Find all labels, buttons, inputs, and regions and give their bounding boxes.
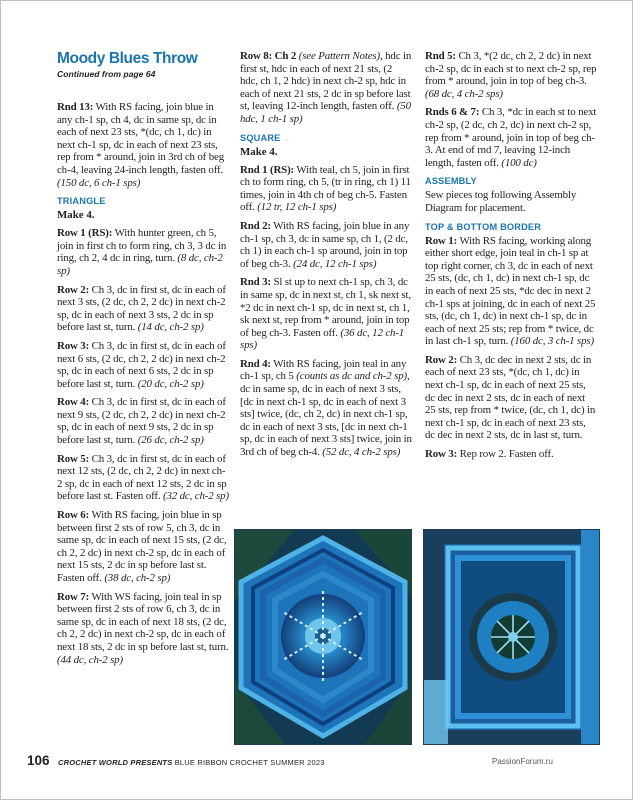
triangle-row-8: Row 8: Ch 2 (see Pattern Notes), hdc in first st, hdc in each of next 21 sts, (2 hdc, ch 1, 2 hdc) in next ch-2 sp, hdc in each of next 21 sts, 2 dc in sp before last st, leaving 12-inch length, fasten off. (50 hdc, 1 ch-1 sp) <box>240 50 412 125</box>
square-make-count: Make 4. <box>240 145 278 158</box>
magazine-credit: CROCHET WORLD PRESENTS BLUE RIBBON CROCHET SUMMER 2023 <box>58 758 325 767</box>
triangle-row-1: Row 1 (RS): With hunter green, ch 5, join in first ch to form ring, ch 3, 3 dc in ring, ch 2, 4 dc in ring, turn. (8 dc, ch-2 sp) <box>57 227 227 277</box>
square-rnd-2: Rnd 2: With RS facing, join blue in any ch-1 sp, ch 3, dc in same sp, ch 1, (2 dc, ch 1) in each ch-1 sp around, join in top of beg ch-3. (24 dc, 12 ch-1 sps) <box>240 219 410 270</box>
page-number: 106 <box>27 753 50 768</box>
border-row-1: Row 1: With RS facing, working along either short edge, join teal in ch-1 sp at top right corner, ch 3, dc in each of next 25 sts, (dc, ch 1, dc) in next ch-1 sp, dc in each of next 25 sts, *dc dec in next 2 ch-1 sps at joining, dc in each of next 25 sts, (dc, ch 1, dc) in next ch-1 sp, dc in each of next 25 sts; rep from * twice, dc in last ch-1 sp, turn. (160 dc, 3 ch-1 sps) <box>425 234 596 348</box>
triangle-row-7: Row 7: With WS facing, join teal in sp between first 2 sts of row 6, ch 3, dc in same sp, dc in each of next 18 sts, (2 dc, ch 2, 2 dc) in next ch-2 sp, dc in each of next 18 sts, 2 dc in sp before last st, turn. (44 dc, ch-2 sp) <box>57 590 229 666</box>
square-rnd-1: Rnd 1 (RS): With teal, ch 5, join in first ch to form ring, ch 5, (tr in ring, ch 1) 11 times, join in 4th ch of beg ch-5. Fasten off. (12 tr, 12 ch-1 sps) <box>240 163 411 214</box>
square-motif-photo <box>423 529 600 745</box>
triangle-row-6: Row 6: With RS facing, join blue in sp between first 2 sts of row 5, ch 3, dc in same sp, dc in each of next 15 sts, (2 dc, ch 2, 2 dc) in next ch-2 sp, dc in each of next 15 sts, 2 dc in sp before last st. Fasten off. (38 dc, ch-2 sp) <box>57 509 227 584</box>
triangle-row-3: Row 3: Ch 3, dc in first st, dc in each of next 6 sts, (2 dc, ch 2, 2 dc) in next ch-2 sp, dc in each of next 6 sts, 2 dc in sp before last st, turn. (20 dc, ch-2 sp) <box>57 339 226 390</box>
rnd-13-instruction: Rnd 13: With RS facing, join blue in any ch-1 sp, ch 4, dc in same sp, dc in each of next 23 sts, *(dc, ch 1, dc) in next ch-1 sp, dc in each of next 23 sts, rep from * around, join in 3rd ch of beg ch-4, leaving 24-inch length, fasten off. (150 dc, 6 ch-1 sps) <box>57 101 224 189</box>
assembly-text: Sew pieces tog following Assembly Diagram for placement. <box>425 189 577 214</box>
triangle-row-4: Row 4: Ch 3, dc in first st, dc in each of next 9 sts, (2 dc, ch 2, 2 dc) in next ch-2 sp, dc in each of next 9 sts, 2 dc in sp before last st, turn. (26 dc, ch-2 sp) <box>57 396 226 447</box>
column-2 <box>240 50 412 465</box>
continued-note: Continued from page 64 <box>57 69 156 79</box>
square-rnd-4: Rnd 4: With RS facing, join teal in any ch-1 sp, ch 5 (counts as dc and ch-2 sp), dc in same sp, dc in each of next 3 sts, [dc in next ch-1 sp, dc in each of next 3 sts] twice, (dc, ch 2, dc) in next ch-1 sp, dc in each of next 3 sts, [dc in next ch-1 sp, dc in each of next 3 sts] twice, join in 3rd ch of beg ch-4. (52 dc, 4 ch-2 sps) <box>240 357 412 459</box>
square-rnd-3: Rnd 3: Sl st up to next ch-1 sp, ch 3, dc in same sp, dc in next st, ch 1, sk next st, *2 dc in next ch-1 sp, dc in next st, ch 1, sk next st, rep from * around, join in top of beg ch-3. Fasten off. (36 dc, 12 ch-1 sps) <box>240 276 411 352</box>
triangle-heading: TRIANGLE <box>57 196 106 207</box>
border-heading: TOP & BOTTOM BORDER <box>425 221 542 232</box>
hexagon-motif-photo <box>234 529 412 745</box>
watermark: PassionForum.ru <box>492 757 553 766</box>
border-row-3: Row 3: Rep row 2. Fasten off. <box>425 448 554 461</box>
assembly-heading: ASSEMBLY <box>425 176 477 187</box>
border-row-2: Row 2: Ch 3, dc dec in next 2 sts, dc in each of next 23 sts, *(dc, ch 1, dc) in next ch-1 sp, dc in each of next 25 sts, dc dec in next 2 sts, dc in each of next 25 sts, rep from * twice, (dc, ch 1, dc) in next ch-1 sp, dc in each of next 23 sts, dc dec in next 2 sts, dc in last st, turn. <box>425 353 596 442</box>
pattern-title: Moody Blues Throw <box>57 50 198 67</box>
triangle-make-count: Make 4. <box>57 209 95 222</box>
square-rnds-6-7: Rnds 6 & 7: Ch 3, *dc in each st to next ch-2 sp, (2 dc, ch 2, dc) in next ch-2 sp, rep from * around, join in top of beg ch-3. At end of rnd 7, leaving 12-inch length, fasten off. (100 dc) <box>425 106 597 169</box>
column-1 <box>57 50 229 672</box>
square-heading: SQUARE <box>240 132 281 143</box>
square-rnd-5: Rnd 5: Ch 3, *(2 dc, ch 2, 2 dc) in next ch-2 sp, dc in each st to next ch-2 sp, rep from * around, join in top of beg ch-3. (68 dc, 4 ch-2 sps) <box>425 50 597 100</box>
column-3 <box>425 50 597 467</box>
triangle-row-2: Row 2: Ch 3, dc in first st, dc in each of next 3 sts, (2 dc, ch 2, 2 dc) in next ch-2 sp, dc in each of next 3 sts, 2 dc in sp before last st, turn. (14 dc, ch-2 sp) <box>57 283 226 334</box>
triangle-row-5: Row 5: Ch 3, dc in first st, dc in each of next 12 sts, (2 dc, ch 2, 2 dc) in next ch-2 sp, dc in each of next 12 sts, 2 dc in sp before last st. Fasten off. (32 dc, ch-2 sp) <box>57 452 229 503</box>
